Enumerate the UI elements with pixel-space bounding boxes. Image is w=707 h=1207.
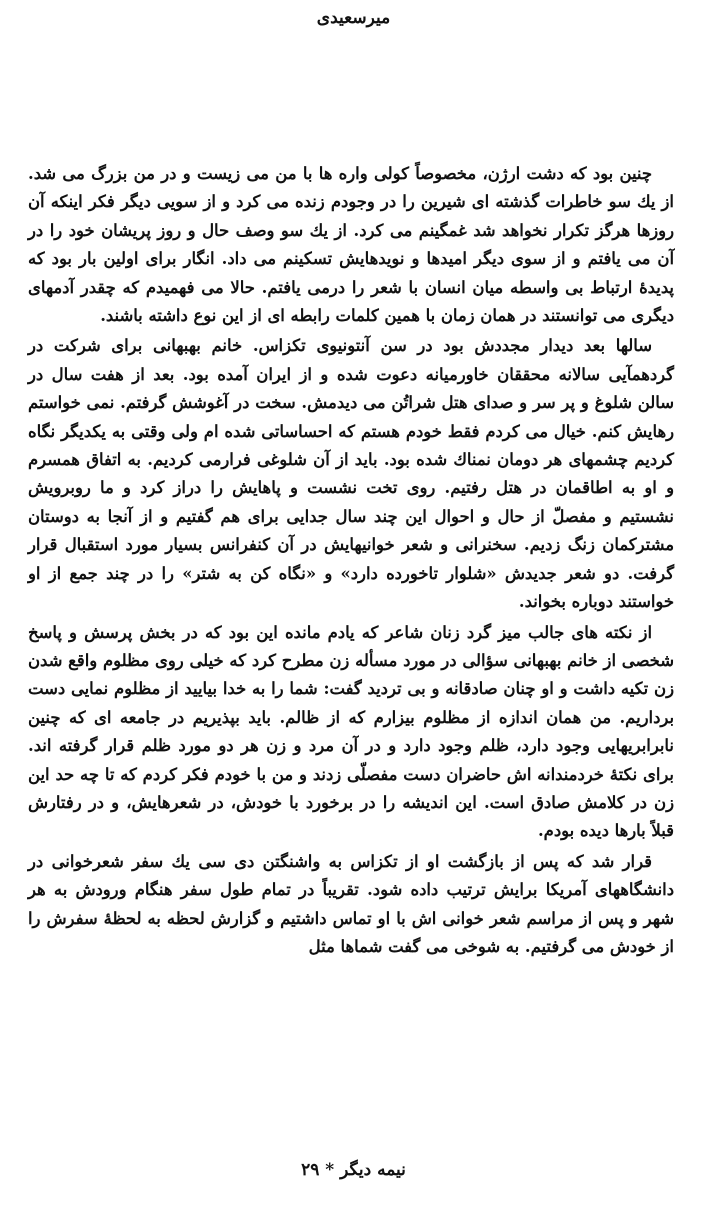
- page-footer: نیمه دیگر * ۲۹: [301, 1160, 406, 1180]
- body-text: [28, 160, 674, 961]
- paragraph: از نکته های جالب میز گرد زنان شاعر که یادم مانده این بود که در بخش پرسش و پاسخ شخصی از خانم بهبهانی سؤالی در مورد مسأله زن مطرح کرد که خیلی روی مظلوم واقع شدن زن تکیه داشت و او چنان صادقانه و بی تردید گفت: شما را به خدا بیایید از مظلوم نمایی دست برداریم. من همان اندازه از مظلوم بیزارم که از ظالم. باید بپذیریم در جامعه ای که چنین نابرابریهایی وجود دارد، ظلم وجود دارد و در آن مرد و زن هر دو مورد ظلم قرار گرفته اند. برای نکتهٔ خردمندانه اش حاضران دست مفصلّی زدند و من با خودم فکر کردم که تا چه حد این زن در کلامش صادق است. این اندیشه را در برخورد با خودش، در شعرهایش، و در رفتارش قبلاً بارها دیده بودم.: [28, 622, 674, 841]
- paragraph: چنین بود که دشت ارژن، مخصوصاً کولی واره ها با من می زیست و در من بزرگ می شد. از یك سو خاطرات گذشته ای شیرین را در وجودم زنده می کرد و از سویی دیگر فکر اینکه آن روزها هرگز تکرار نخواهد شد غمگینم می کرد. از یك سو وصف حال و روز پریشان خود را در آن می یافتم و از سوی دیگر امیدها و نویدهایش تسکینم می داد. انگار برای اولین بار بود که پدیدهٔ ارتباط بی واسطه میان انسان با شعر را درمی یافتم. حالا می فهمیدم که چقدر آدمهای دیگری می توانستند در همان زمان با همین کلمات رابطه ای از این نوع داشته باشند.: [28, 164, 674, 326]
- paragraph: سالها بعد دیدار مجددش بود در سن آنتونیوی تکزاس. خانم بهبهانی برای شرکت در گردهمآیی سالانه محققان خاورمیانه دعوت شده و از ایران آمده بود. بعد از هفت سال در سالن شلوغ و پر سر و صدای هتل شراتُن می دیدمش. سخت در آغوشش گرفتم. نمی خواستم رهایش کنم. خیال می کردم فقط خودم هستم که احساساتی شده ام ولی وقتی به یکدیگر نگاه کردیم چشمهای هر دومان نمناك شده بود. باید از آن شلوغی فرارمی کردیم. به اتفاق همسرم و او به اطاقمان در هتل رفتیم. روی تخت نشست و پاهایش را دراز کرد و ما روبرویش نشستیم و مفصلّ از حال و احوال این چند سال جدایی برای هم گفتیم و از آنجا به دوستان مشترکمان زنگ زدیم. سخنرانی و شعر خوانیهایش در آن کنفرانس بسیار مورد استقبال قرار گرفت. دو شعر جدیدش «شلوار تاخورده دارد» و «نگاه کن به شتر» را در چند جمع از او خواستند دوباره بخواند.: [28, 336, 674, 612]
- paragraph: قرار شد که پس از بازگشت او از تکزاس به واشنگتن دی سی یك سفر شعرخوانی در دانشگاههای آمریکا برایش ترتیب داده شود. تقریباً در تمام طول سفر هنگام ورودش به هر شهر و پس از مراسم شعر خوانی اش با او تماس داشتیم و گزارش لحظه به لحظهٔ سفرش را از خودش می گرفتیم. به شوخی می گفت شماها مثل: [28, 851, 674, 956]
- running-header: میرسعیدی: [316, 8, 391, 28]
